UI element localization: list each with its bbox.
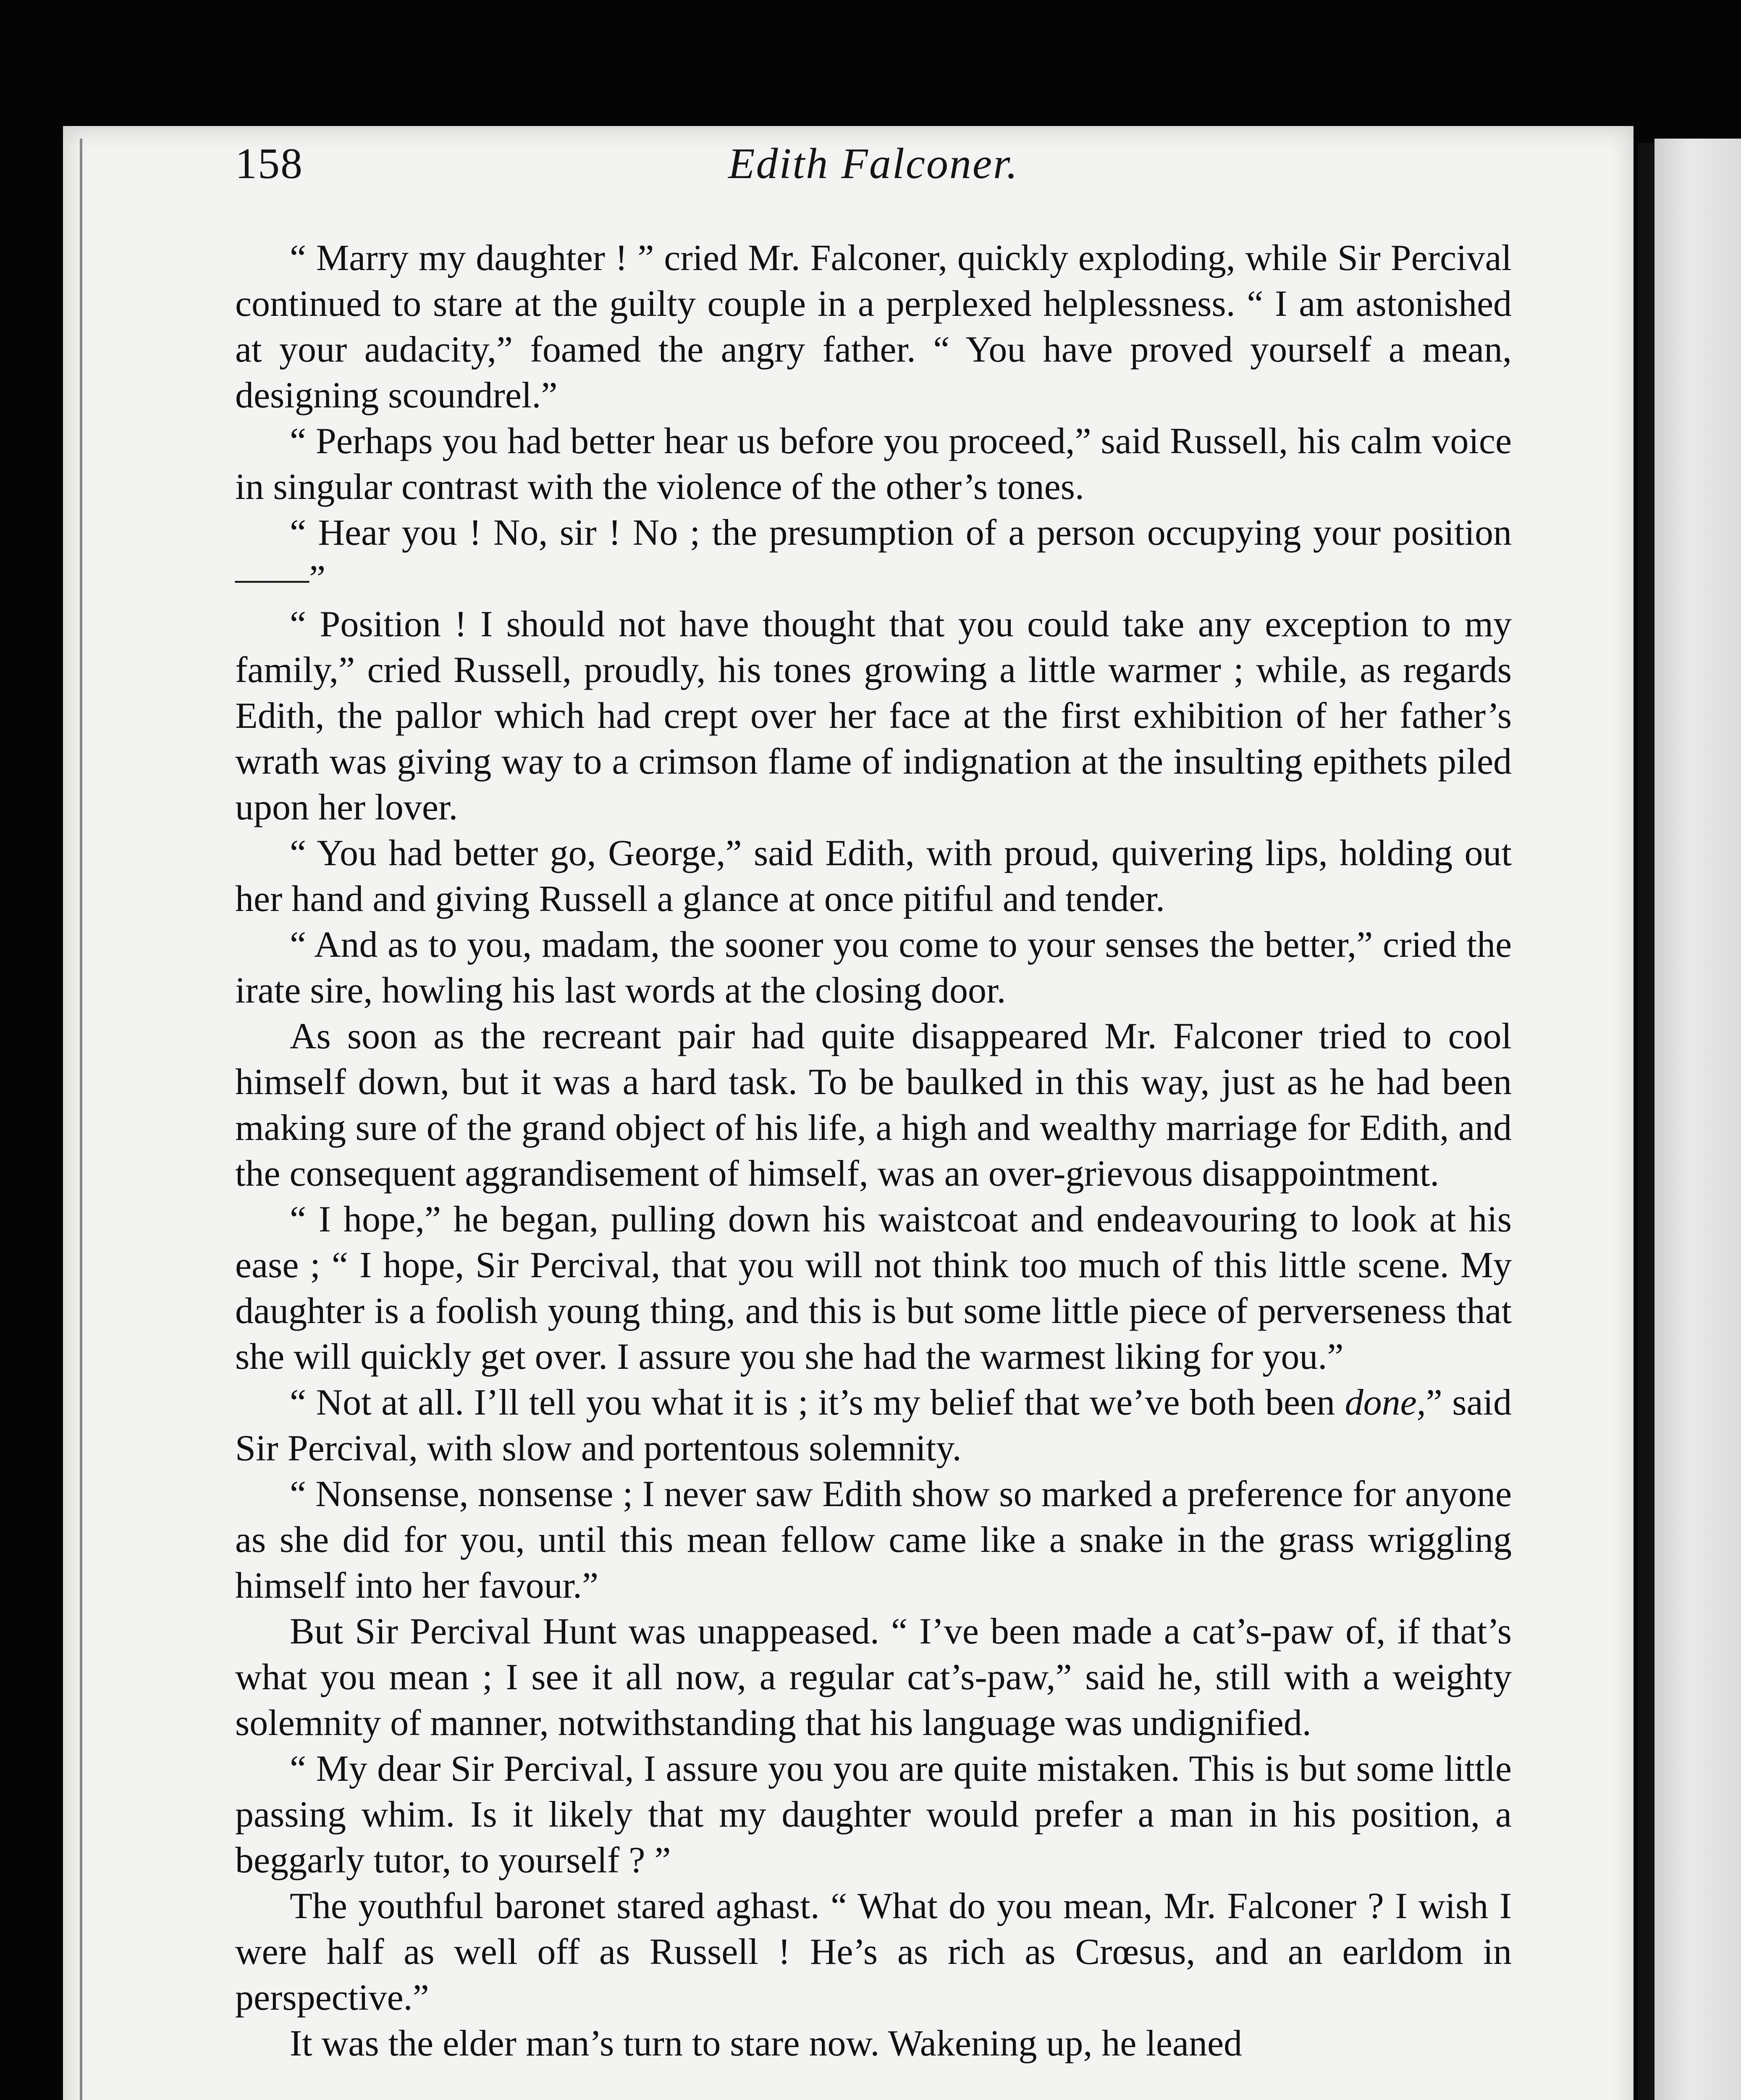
paragraph-text: “ Not at all. I’ll tell you what it is ; it’s my belief that we’ve both been	[290, 1382, 1345, 1423]
paragraph: “ And as to you, madam, the sooner you come to your senses the better,” cried the irate sire, howling his last words at the closing door.	[235, 924, 1512, 1011]
italic-word: done,	[1345, 1382, 1426, 1423]
book-gutter	[1638, 143, 1654, 2100]
paragraph-text: ” said Sir Percival, with slow and portentous solemnity.	[235, 1382, 1512, 1469]
paragraph: “ Perhaps you had better hear us before you proceed,” said Russell, his calm voice in singular contrast with the violence of the other’s tones.	[235, 421, 1512, 507]
paragraph: It was the elder man’s turn to stare now. Wakening up, he leaned	[290, 2023, 1243, 2064]
page-number: 158	[235, 139, 303, 188]
paragraph: “ My dear Sir Percival, I assure you you are quite mistaken. This is but some little passing whim. Is it likely that my daughter would prefer a man in his position, a beggarly tutor, to yourself ? ”	[235, 1748, 1512, 1881]
adjacent-page-edge	[1654, 139, 1741, 2100]
paragraph: As soon as the recreant pair had quite disappeared Mr. Falconer tried to cool himself down, but it was a hard task. To be baulked in this way, just as he had been making sure of the grand object of his life, a high and wealthy marriage for Edith, and the consequent aggrandisement of himself, was an over-grievous disappointment.	[235, 1016, 1512, 1194]
running-title: Edith Falconer.	[728, 139, 1019, 188]
paragraph: “ I hope,” he began, pulling down his waistcoat and endeavouring to look at his ease ; “ I hope, Sir Percival, that you will not think too much of this little scene. My daughter is a foolish young thing, and this is but some little piece of perverseness that she will quickly get over. I assure you she had the warmest liking for you.”	[235, 1199, 1512, 1377]
paragraph: The youthful baronet stared aghast. “ What do you mean, Mr. Falconer ? I wish I were half as well off as Russell ! He’s as rich as Crœsus, and an earldom in perspective.”	[235, 1886, 1512, 2018]
paragraph: “ Marry my daughter ! ” cried Mr. Falconer, quickly exploding, while Sir Percival continued to stare at the guilty couple in a perplexed helplessness. “ I am astonished at your audacity,” foamed the angry father. “ You have proved yourself a mean, designing scoundrel.”	[235, 238, 1512, 416]
body-text	[235, 235, 1512, 2066]
paragraph: But Sir Percival Hunt was unappeased. “ I’ve been made a cat’s-paw of, if that’s what you mean ; I see it all now, a regular cat’s-paw,” said he, still with a weighty solemnity of manner, notwithstanding that his language was undignified.	[235, 1611, 1512, 1743]
paragraph: “ You had better go, George,” said Edith, with proud, quivering lips, holding out her hand and giving Russell a glance at once pitiful and tender.	[235, 833, 1512, 919]
paragraph: “ Hear you ! No, sir ! No ; the presumption of a person occupying your position ——”	[235, 512, 1512, 599]
paragraph	[235, 1380, 1512, 1471]
paragraph: “ Position ! I should not have thought that you could take any exception to my family,” cried Russell, proudly, his tones growing a little warmer ; while, as regards Edith, the pallor which had crept over her face at the first exhibition of her father’s wrath was giving way to a crimson flame of indignation at the insulting epithets piled upon her lover.	[235, 604, 1512, 828]
running-head	[235, 139, 1512, 206]
paragraph: “ Nonsense, nonsense ; I never saw Edith show so marked a preference for anyone as she did for you, until this mean fellow came like a snake in the grass wriggling himself into her favour.”	[235, 1474, 1512, 1606]
